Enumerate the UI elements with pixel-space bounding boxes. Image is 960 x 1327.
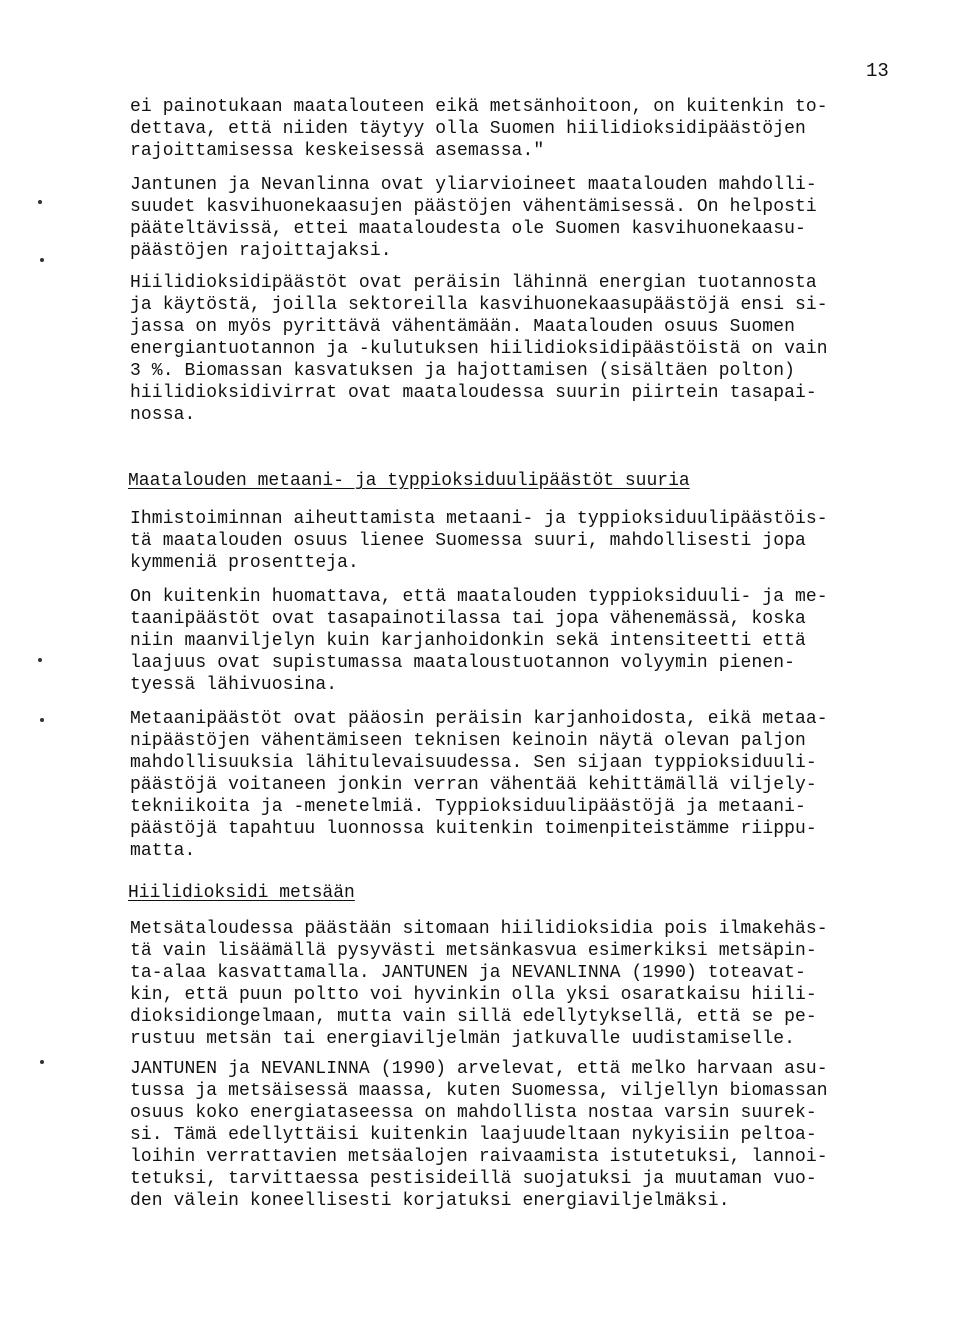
text-line: tä vain lisäämällä pysyvästi metsänkasvua esimerkiksi metsäpin- (130, 941, 817, 961)
paragraph-2 (130, 174, 900, 262)
text-line: JANTUNEN ja NEVANLINNA (1990) arvelevat, että melko harvaan asu- (130, 1059, 828, 1079)
text-line: päästöjä tapahtuu luonnossa kuitenkin toimenpiteistämme riippu- (130, 819, 817, 839)
text-line: nipäästöjen vähentämiseen teknisen keinoin näytä olevan paljon (130, 731, 806, 751)
text-line: päästöjä voitaneen jonkin verran vähentää kehittämällä viljely- (130, 775, 817, 795)
paragraph-1 (130, 96, 900, 162)
text-line: suudet kasvihuonekaasujen päästöjen vähentämisessä. On helposti (130, 197, 817, 217)
paragraph-5 (130, 586, 900, 696)
scan-speck (40, 718, 44, 722)
text-line: rustuu metsän tai energiaviljelmän jatkuvalle uudistamiselle. (130, 1029, 796, 1049)
text-line: den välein koneellisesti korjatuksi energiaviljelmäksi. (130, 1191, 730, 1211)
text-line: päästöjen rajoittajaksi. (130, 241, 392, 261)
paragraph-4 (130, 508, 900, 574)
text-line: Metsätaloudessa päästään sitomaan hiilidioksidia pois ilmakehäs- (130, 919, 828, 939)
text-line: tussa ja metsäisessä maassa, kuten Suomessa, viljellyn biomassan (130, 1081, 828, 1101)
paragraph-7 (130, 918, 900, 1050)
text-line: rajoittamisessa keskeisessä asemassa." (130, 141, 545, 161)
text-line: kin, että puun poltto voi hyvinkin olla yksi osaratkaisu hiili- (130, 985, 817, 1005)
text-line: tä maatalouden osuus lienee Suomessa suuri, mahdollisesti jopa (130, 531, 806, 551)
text-line: pääteltävissä, ettei maataloudesta ole Suomen kasvihuonekaasu- (130, 219, 806, 239)
text-line: hiilidioksidivirrat ovat maataloudessa suurin piirtein tasapai- (130, 383, 817, 403)
text-line: tekniikoita ja -menetelmiä. Typpioksiduulipäästöjä ja metaani- (130, 797, 806, 817)
text-line: loihin verrattavien metsäalojen raivaamista istutetuksi, lannoi- (130, 1147, 828, 1167)
text-line: dettava, että niiden täytyy olla Suomen hiilidioksidipäästöjen (130, 119, 806, 139)
text-line: tyessä lähivuosina. (130, 675, 338, 695)
text-line: Hiilidioksidipäästöt ovat peräisin lähinnä energian tuotannosta (130, 273, 817, 293)
text-line: osuus koko energiataseessa on mahdollista nostaa varsin suurek- (130, 1103, 817, 1123)
text-line: niin maanviljelyn kuin karjanhoidonkin sekä intensiteetti että (130, 631, 806, 651)
text-line: taanipäästöt ovat tasapainotilassa tai jopa vähenemässä, koska (130, 609, 806, 629)
text-line: nossa. (130, 405, 196, 425)
paragraph-8 (130, 1058, 900, 1212)
text-line: ja käytöstä, joilla sektoreilla kasvihuonekaasupäästöjä ensi si- (130, 295, 828, 315)
text-line: mahdollisuuksia lähitulevaisuudessa. Sen sijaan typpioksiduuli- (130, 753, 817, 773)
scan-speck (38, 200, 42, 204)
text-line: jassa on myös pyrittävä vähentämään. Maatalouden osuus Suomen (130, 317, 796, 337)
scan-speck (40, 1060, 44, 1064)
scan-speck (40, 258, 44, 262)
text-line: energiantuotannon ja -kulutuksen hiilidioksidipäästöistä on vain (130, 339, 828, 359)
text-line: si. Tämä edellyttäisi kuitenkin laajuudeltaan nykyisiin peltoa- (130, 1125, 817, 1145)
text-line: Metaanipäästöt ovat pääosin peräisin karjanhoidosta, eikä metaa- (130, 709, 828, 729)
text-line: matta. (130, 841, 196, 861)
text-line: tetuksi, tarvittaessa pestisideillä suojatuksi ja muutaman vuo- (130, 1169, 817, 1189)
section-heading-agriculture: Maatalouden metaani- ja typpioksiduulipäästöt suuria (128, 471, 690, 491)
page-number: 13 (866, 60, 889, 82)
text-line: dioksidiongelmaan, mutta vain sillä edellytyksellä, että se pe- (130, 1007, 817, 1027)
text-line: kymmeniä prosentteja. (130, 553, 359, 573)
text-line: On kuitenkin huomattava, että maatalouden typpioksiduuli- ja me- (130, 587, 828, 607)
section-heading-forest: Hiilidioksidi metsään (128, 883, 355, 903)
text-line: ei painotukaan maatalouteen eikä metsänhoitoon, on kuitenkin to- (130, 97, 828, 117)
paragraph-6 (130, 708, 900, 862)
text-line: Ihmistoiminnan aiheuttamista metaani- ja typpioksiduulipäästöis- (130, 509, 828, 529)
scan-speck (38, 658, 42, 662)
text-line: laajuus ovat supistumassa maataloustuotannon volyymin pienen- (130, 653, 796, 673)
text-line: 3 %. Biomassan kasvatuksen ja hajottamisen (sisältäen polton) (130, 361, 796, 381)
text-line: Jantunen ja Nevanlinna ovat yliarvioineet maatalouden mahdolli- (130, 175, 817, 195)
paragraph-3 (130, 272, 900, 426)
text-line: ta-alaa kasvattamalla. JANTUNEN ja NEVANLINNA (1990) toteavat- (130, 963, 806, 983)
